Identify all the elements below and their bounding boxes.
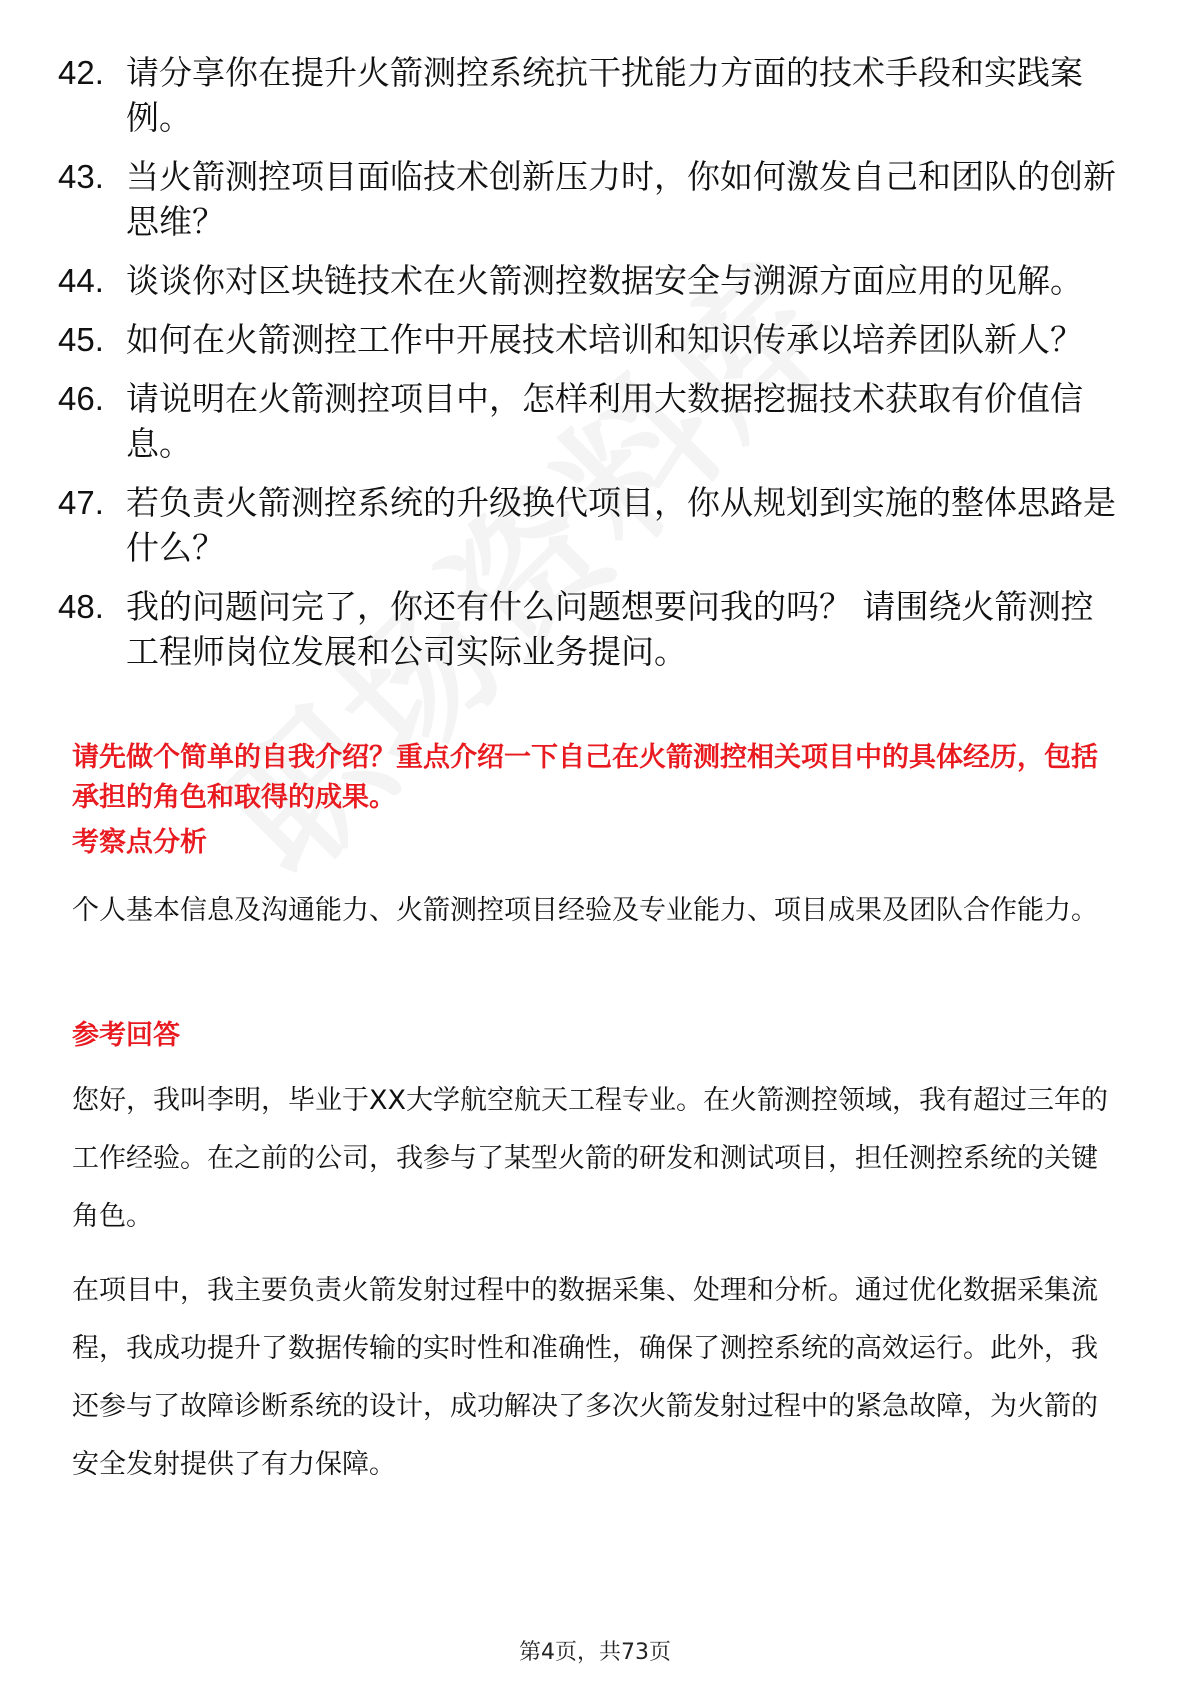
question-item <box>58 480 1118 570</box>
question-number: 48. <box>58 588 104 625</box>
answer-heading: 参考回答 <box>72 1020 180 1051</box>
question-text: 我的问题问完了，你还有什么问题想要问我的吗？ 请围绕火箭测控工程师岗位发展和公司实际业务提问。 <box>126 587 1094 671</box>
question-text: 请分享你在提升火箭测控系统抗干扰能力方面的技术手段和实践案例。 <box>126 53 1083 137</box>
answer-paragraph-2: 在项目中，我主要负责火箭发射过程中的数据采集、处理和分析。通过优化数据采集流程，我成功提升了数据传输的实时性和准确性，确保了测控系统的高效运行。此外，我还参与了故障诊断系统的设计，成功解决了多次火箭发射过程中的紧急故障，为火箭的安全发射提供了有力保障。 <box>72 1275 1098 1480</box>
question-number: 45. <box>58 321 104 358</box>
question-number: 43. <box>58 158 104 195</box>
question-number: 47. <box>58 484 104 521</box>
analysis-heading: 考察点分析 <box>72 827 207 858</box>
question-item <box>58 154 1118 244</box>
page-footer: 第4页，共73页 <box>519 1640 671 1665</box>
question-item <box>58 258 1118 303</box>
question-item <box>58 376 1118 466</box>
question-text: 请说明在火箭测控项目中，怎样利用大数据挖掘技术获取有价值信息。 <box>126 379 1083 463</box>
question-number: 46. <box>58 380 104 417</box>
question-text: 当火箭测控项目面临技术创新压力时，你如何激发自己和团队的创新思维？ <box>126 157 1116 241</box>
question-item <box>58 584 1118 674</box>
question-item <box>58 317 1118 362</box>
question-number: 42. <box>58 54 104 91</box>
question-text: 若负责火箭测控系统的升级换代项目，你从规划到实施的整体思路是什么？ <box>126 483 1116 567</box>
question-text: 谈谈你对区块链技术在火箭测控数据安全与溯源方面应用的见解。 <box>126 261 1083 300</box>
question-item <box>58 50 1118 140</box>
question-list <box>58 50 1118 688</box>
featured-question: 请先做个简单的自我介绍？重点介绍一下自己在火箭测控相关项目中的具体经历，包括承担的角色和取得的成果。 <box>72 742 1098 813</box>
question-text: 如何在火箭测控工作中开展技术培训和知识传承以培养团队新人？ <box>126 320 1083 359</box>
answer-paragraph-1: 您好，我叫李明，毕业于XX大学航空航天工程专业。在火箭测控领域，我有超过三年的工作经验。在之前的公司，我参与了某型火箭的研发和测试项目，担任测控系统的关键角色。 <box>72 1085 1108 1232</box>
analysis-text: 个人基本信息及沟通能力、火箭测控项目经验及专业能力、项目成果及团队合作能力。 <box>72 895 1098 926</box>
question-number: 44. <box>58 262 104 299</box>
